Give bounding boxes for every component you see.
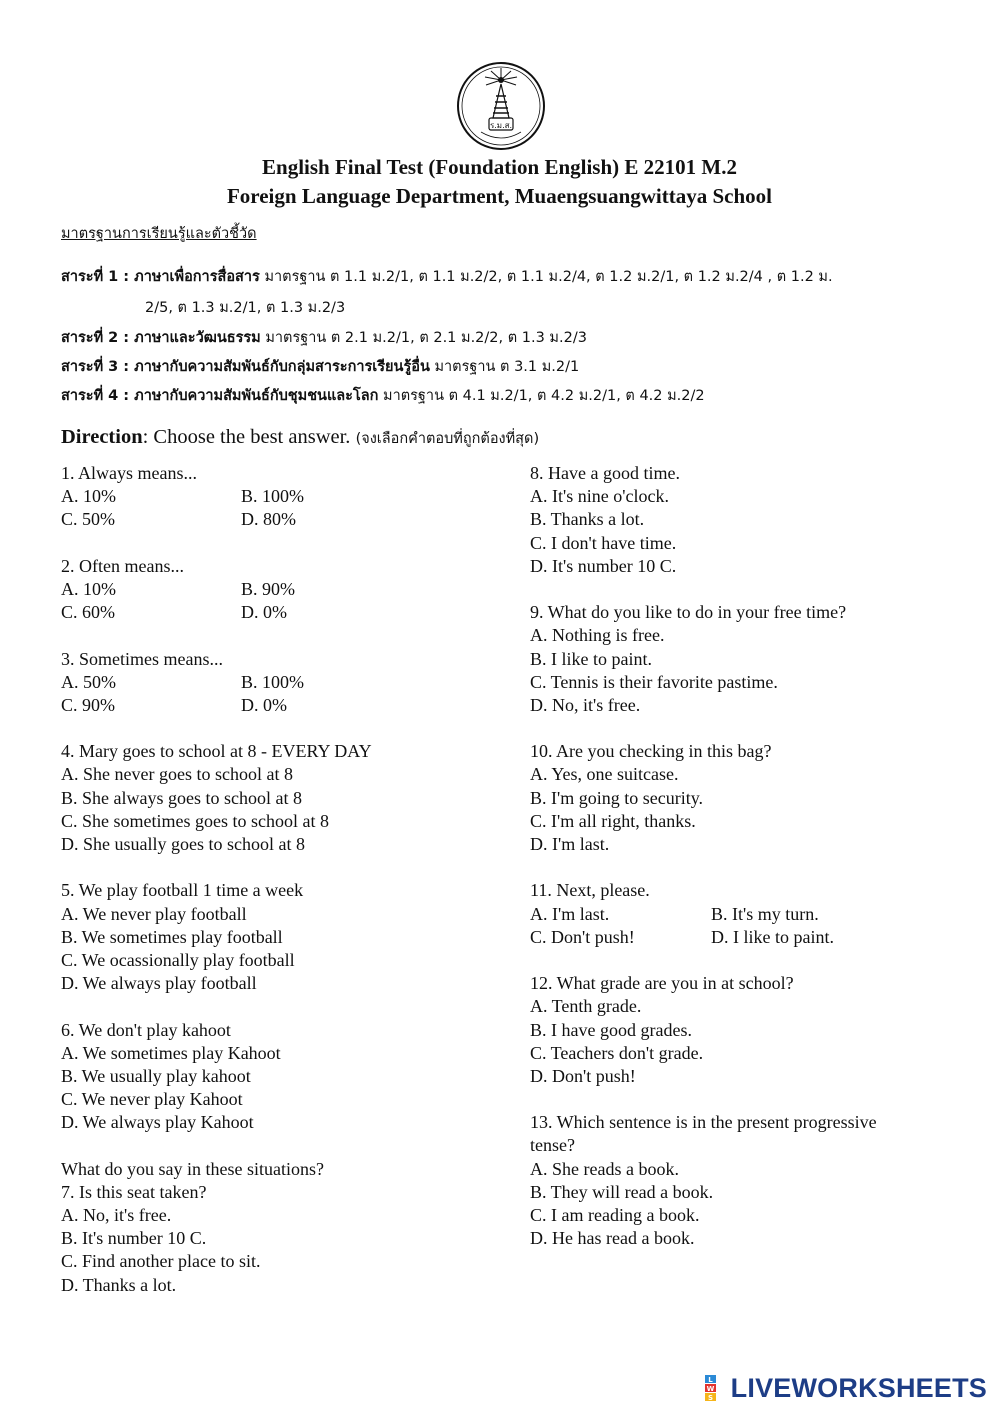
- option-d: D. Don't push!: [530, 1065, 636, 1086]
- option-b: B. I like to paint.: [530, 648, 652, 669]
- test-title: English Final Test (Foundation English) E 22101 M.2: [262, 155, 737, 179]
- option-a: A. Yes, one suitcase.: [530, 764, 679, 785]
- direction-thai: (จงเลือกคำตอบที่ถูกต้องที่สุด): [355, 431, 540, 447]
- option-c: C. Tennis is their favorite pastime.: [530, 671, 778, 692]
- option-c: C. I am reading a book.: [530, 1205, 700, 1225]
- option-a: A. I'm last.: [530, 903, 610, 924]
- direction-label: Direction: [61, 426, 143, 448]
- question-13-continued: tense?: [530, 1135, 575, 1156]
- option-row: [530, 903, 877, 926]
- standard-item-3: [61, 355, 579, 378]
- question-7: 7. Is this seat taken?: [61, 1181, 207, 1202]
- svg-text:S: S: [707, 1393, 713, 1401]
- option-row: [61, 671, 372, 694]
- option-b: B. It's my turn.: [711, 903, 819, 924]
- question-2: 2. Often means...: [61, 555, 184, 576]
- question-1: 1. Always means...: [61, 463, 197, 483]
- option-a: A. No, it's free.: [61, 1205, 172, 1225]
- svg-text:ร.ม.ส.: ร.ม.ส.: [489, 121, 513, 130]
- department-title: Foreign Language Department, Muaengsuangwittaya School: [226, 184, 773, 208]
- direction-text: : Choose the best answer.: [142, 426, 356, 448]
- option-c: C. I don't have time.: [530, 532, 677, 553]
- option-d: D. No, it's free.: [530, 694, 641, 715]
- option-d: D. He has read a book.: [530, 1228, 695, 1249]
- svg-text:L: L: [707, 1375, 713, 1384]
- option-d: D. I like to paint.: [711, 926, 834, 947]
- option-b: B. Thanks a lot.: [530, 509, 645, 530]
- option-d: D. 80%: [241, 509, 296, 530]
- option-d: D. I'm last.: [530, 834, 610, 854]
- standard-text: มาตรฐาน ต 1.1 ม.2/1, ต 1.1 ม.2/2, ต 1.1 ม.2/4, ต 1.2 ม.2/1, ต 1.2 ม.2/4 , ต 1.2 ม.: [259, 269, 833, 285]
- question-8: 8. Have a good time.: [530, 463, 680, 483]
- option-c: C. 60%: [61, 602, 115, 623]
- section-prompt: What do you say in these situations?: [61, 1158, 324, 1179]
- liveworksheets-text: LIVEWORKSHEETS: [730, 1372, 987, 1403]
- standard-item-1: [61, 265, 833, 288]
- option-c: C. We never play Kahoot: [61, 1089, 243, 1110]
- option-d: D. 0%: [241, 694, 287, 715]
- option-d: D. We always play football: [61, 973, 257, 994]
- standards-heading: มาตรฐานการเรียนรู้และตัวชี้วัด: [61, 226, 257, 242]
- left-question-column: [61, 462, 372, 1297]
- option-b: B. 100%: [241, 486, 304, 507]
- question-3: 3. Sometimes means...: [61, 648, 223, 669]
- standard-item-2: [61, 326, 587, 349]
- option-a: A. We never play football: [61, 903, 247, 924]
- option-row: [61, 601, 372, 624]
- svg-text:W: W: [706, 1384, 715, 1393]
- liveworksheets-logo-icon: [705, 1375, 729, 1401]
- option-b: B. We sometimes play football: [61, 926, 283, 947]
- option-d: D. 0%: [241, 602, 287, 623]
- standard-text: มาตรฐาน ต 4.1 ม.2/1, ต 4.2 ม.2/1, ต 4.2 ม.2/2: [378, 388, 705, 404]
- option-a: A. It's nine o'clock.: [530, 486, 669, 507]
- right-question-column: [530, 462, 877, 1250]
- option-a: A. Tenth grade.: [530, 996, 642, 1017]
- option-a: A. 50%: [61, 671, 116, 692]
- option-c: C. 90%: [61, 694, 115, 715]
- liveworksheets-brand: [705, 1373, 987, 1403]
- option-c: C. She sometimes goes to school at 8: [61, 810, 329, 831]
- question-9: 9. What do you like to do in your free time?: [530, 602, 847, 623]
- option-row: [61, 694, 372, 717]
- option-d: D. Thanks a lot.: [61, 1274, 177, 1295]
- standard-label: สาระที่ 4 : ภาษากับความสัมพันธ์กับชุมชนและโลก: [61, 388, 379, 404]
- option-c: C. Teachers don't grade.: [530, 1042, 704, 1063]
- option-row: [61, 508, 372, 531]
- option-b: B. 100%: [241, 671, 304, 692]
- direction: [61, 426, 539, 450]
- option-c: C. Find another place to sit.: [61, 1251, 261, 1272]
- option-b: B. They will read a book.: [530, 1181, 714, 1202]
- option-a: A. We sometimes play Kahoot: [61, 1042, 281, 1063]
- standard-label: สาระที่ 2 : ภาษาและวัฒนธรรม: [61, 330, 261, 346]
- standard-item-4: [61, 384, 705, 407]
- standard-label: สาระที่ 1 : ภาษาเพื่อการสื่อสาร: [61, 269, 260, 285]
- option-c: C. 50%: [61, 509, 115, 530]
- option-c: C. I'm all right, thanks.: [530, 810, 696, 831]
- standard-item-1-continued: 2/5, ต 1.3 ม.2/1, ต 1.3 ม.2/3: [145, 300, 346, 316]
- option-d: D. It's number 10 C.: [530, 555, 677, 576]
- option-row: [530, 926, 877, 949]
- option-b: B. It's number 10 C.: [61, 1228, 207, 1249]
- option-b: B. We usually play kahoot: [61, 1065, 251, 1086]
- option-c: C. We ocassionally play football: [61, 949, 295, 970]
- option-a: A. Nothing is free.: [530, 625, 665, 646]
- question-6: 6. We don't play kahoot: [61, 1019, 231, 1040]
- option-a: A. She reads a book.: [530, 1158, 679, 1179]
- question-10: 10. Are you checking in this bag?: [530, 741, 772, 762]
- standard-text: มาตรฐาน ต 2.1 ม.2/1, ต 2.1 ม.2/2, ต 1.3 ม.2/3: [260, 330, 587, 346]
- question-12: 12. What grade are you in at school?: [530, 973, 794, 994]
- option-c: C. Don't push!: [530, 926, 635, 947]
- option-b: B. She always goes to school at 8: [61, 787, 302, 808]
- option-b: B. I have good grades.: [530, 1019, 692, 1040]
- option-b: B. 90%: [241, 578, 295, 599]
- option-d: D. We always play Kahoot: [61, 1112, 254, 1133]
- school-logo: [455, 60, 547, 152]
- standard-text: มาตรฐาน ต 3.1 ม.2/1: [429, 359, 580, 375]
- option-a: A. 10%: [61, 486, 116, 507]
- option-d: D. She usually goes to school at 8: [61, 834, 305, 854]
- option-row: [61, 578, 372, 601]
- option-row: [61, 485, 372, 508]
- question-13: 13. Which sentence is in the present progressive: [530, 1112, 877, 1133]
- question-4: 4. Mary goes to school at 8 - EVERY DAY: [61, 741, 372, 762]
- option-b: B. I'm going to security.: [530, 787, 704, 808]
- option-a: A. 10%: [61, 578, 116, 599]
- option-a: A. She never goes to school at 8: [61, 764, 293, 785]
- question-5: 5. We play football 1 time a week: [61, 880, 304, 901]
- question-11: 11. Next, please.: [530, 880, 650, 901]
- standard-label: สาระที่ 3 : ภาษากับความสัมพันธ์กับกลุ่มสาระการเรียนรู้อื่น: [61, 359, 430, 375]
